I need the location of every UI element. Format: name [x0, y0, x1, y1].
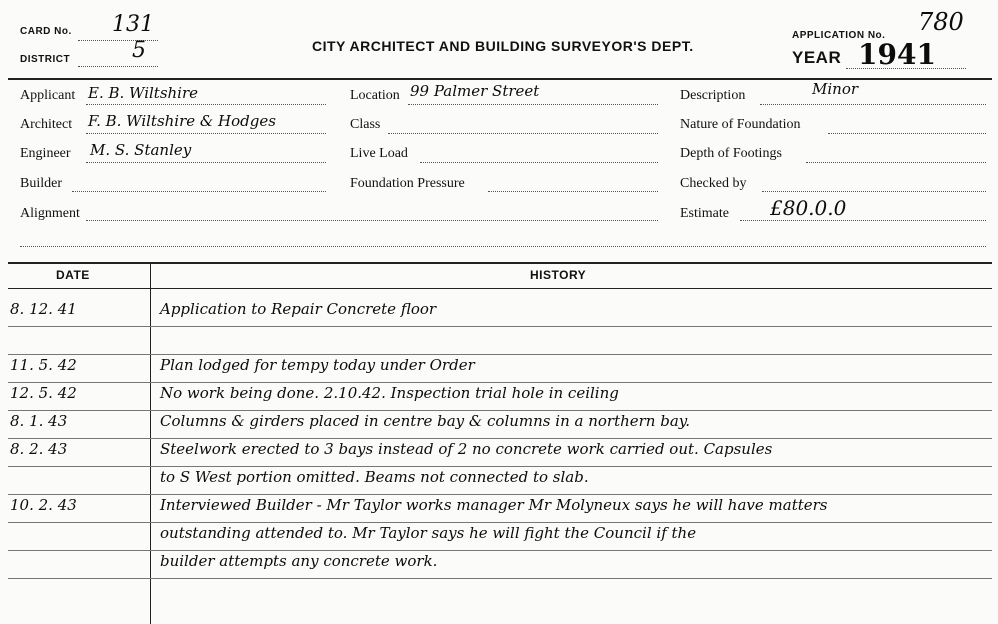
- architect-label: Architect: [20, 117, 73, 132]
- estimate-label: Estimate: [680, 206, 729, 221]
- history-row: [0, 384, 998, 408]
- history-date: 11. 5. 42: [10, 356, 77, 374]
- applicant-line: [86, 104, 326, 105]
- depth-footings-line: [806, 162, 986, 163]
- history-row-rule: [8, 522, 992, 523]
- description-line: [760, 104, 986, 105]
- depth-footings-label: Depth of Footings: [680, 146, 782, 161]
- builder-line: [72, 191, 326, 192]
- history-entry: No work being done. 2.10.42. Inspection trial hole in ceiling: [160, 384, 619, 402]
- history-row-rule: [8, 494, 992, 495]
- year-value: 1941: [858, 38, 936, 71]
- district-value: 5: [132, 38, 146, 63]
- estimate-value: £80.0.0: [770, 196, 847, 220]
- applicant-label: Applicant: [20, 88, 76, 103]
- engineer-line: [86, 162, 326, 163]
- history-entry: Columns & girders placed in centre bay & columns in a northern bay.: [160, 412, 691, 430]
- district-line: [78, 66, 158, 67]
- history-date: 12. 5. 42: [10, 384, 77, 402]
- checked-by-label: Checked by: [680, 176, 747, 191]
- estimate-line: [740, 220, 986, 221]
- history-row-rule: [8, 382, 992, 383]
- history-row-rule: [8, 466, 992, 467]
- history-row: [0, 440, 998, 464]
- history-header: HISTORY: [530, 268, 587, 282]
- history-row: [0, 496, 998, 520]
- live-load-line: [420, 162, 658, 163]
- history-row-rule: [8, 550, 992, 551]
- district-label: DISTRICT: [20, 54, 71, 65]
- location-label: Location: [350, 88, 400, 103]
- year-label: YEAR: [792, 48, 842, 67]
- history-row: [0, 552, 998, 576]
- history-row-rule: [8, 578, 992, 579]
- history-row: [0, 300, 998, 324]
- nature-foundation-line: [828, 133, 986, 134]
- class-label: Class: [350, 117, 381, 132]
- history-date: 10. 2. 43: [10, 496, 77, 514]
- foundation-pressure-line: [488, 191, 658, 192]
- history-row: [0, 468, 998, 492]
- history-entry: outstanding attended to. Mr Taylor says he will fight the Council if the: [160, 524, 697, 542]
- live-load-label: Live Load: [350, 146, 408, 161]
- architect-line: [86, 133, 326, 134]
- history-row-rule: [8, 438, 992, 439]
- engineer-value: M. S. Stanley: [90, 141, 192, 159]
- nature-foundation-label: Nature of Foundation: [680, 117, 801, 132]
- history-row-rule: [8, 326, 992, 327]
- card-no-label: CARD No.: [20, 26, 72, 37]
- spare-field-line: [20, 246, 986, 247]
- dept-title: CITY ARCHITECT AND BUILDING SURVEYOR'S DEPT.: [312, 38, 694, 54]
- location-line: [408, 104, 658, 105]
- history-row: [0, 412, 998, 436]
- description-label: Description: [680, 88, 746, 103]
- date-header: DATE: [56, 268, 90, 282]
- history-date: 8. 2. 43: [10, 440, 68, 458]
- application-no-value: 780: [918, 8, 964, 36]
- description-value: Minor: [812, 80, 859, 98]
- history-header-rule: [8, 288, 992, 289]
- history-row: [0, 328, 998, 352]
- location-value: 99 Palmer Street: [410, 82, 540, 100]
- class-line: [388, 133, 658, 134]
- history-row-rule: [8, 354, 992, 355]
- alignment-label: Alignment: [20, 206, 80, 221]
- history-entry: to S West portion omitted. Beams not connected to slab.: [160, 468, 589, 486]
- history-row: [0, 356, 998, 380]
- history-row-rule: [8, 410, 992, 411]
- history-entry: Steelwork erected to 3 bays instead of 2 no concrete work carried out. Capsules: [160, 440, 773, 458]
- history-row: [0, 524, 998, 548]
- history-top-rule: [8, 262, 992, 264]
- history-date: 8. 1. 43: [10, 412, 68, 430]
- architect-value: F. B. Wiltshire & Hodges: [88, 112, 276, 130]
- history-entry: builder attempts any concrete work.: [160, 552, 438, 570]
- foundation-pressure-label: Foundation Pressure: [350, 176, 465, 191]
- application-no-label: APPLICATION No.: [792, 30, 886, 41]
- applicant-value: E. B. Wiltshire: [88, 84, 199, 102]
- history-entry: Application to Repair Concrete floor: [160, 300, 437, 318]
- history-date: 8. 12. 41: [10, 300, 77, 318]
- builder-label: Builder: [20, 176, 62, 191]
- history-entry: Plan lodged for tempy today under Order: [160, 356, 475, 374]
- alignment-line: [86, 220, 658, 221]
- card-no-value: 131: [112, 12, 154, 37]
- card-no-line: [78, 40, 158, 41]
- checked-by-line: [762, 191, 986, 192]
- engineer-label: Engineer: [20, 146, 71, 161]
- history-entry: Interviewed Builder - Mr Taylor works manager Mr Molyneux says he will have matters: [160, 496, 828, 514]
